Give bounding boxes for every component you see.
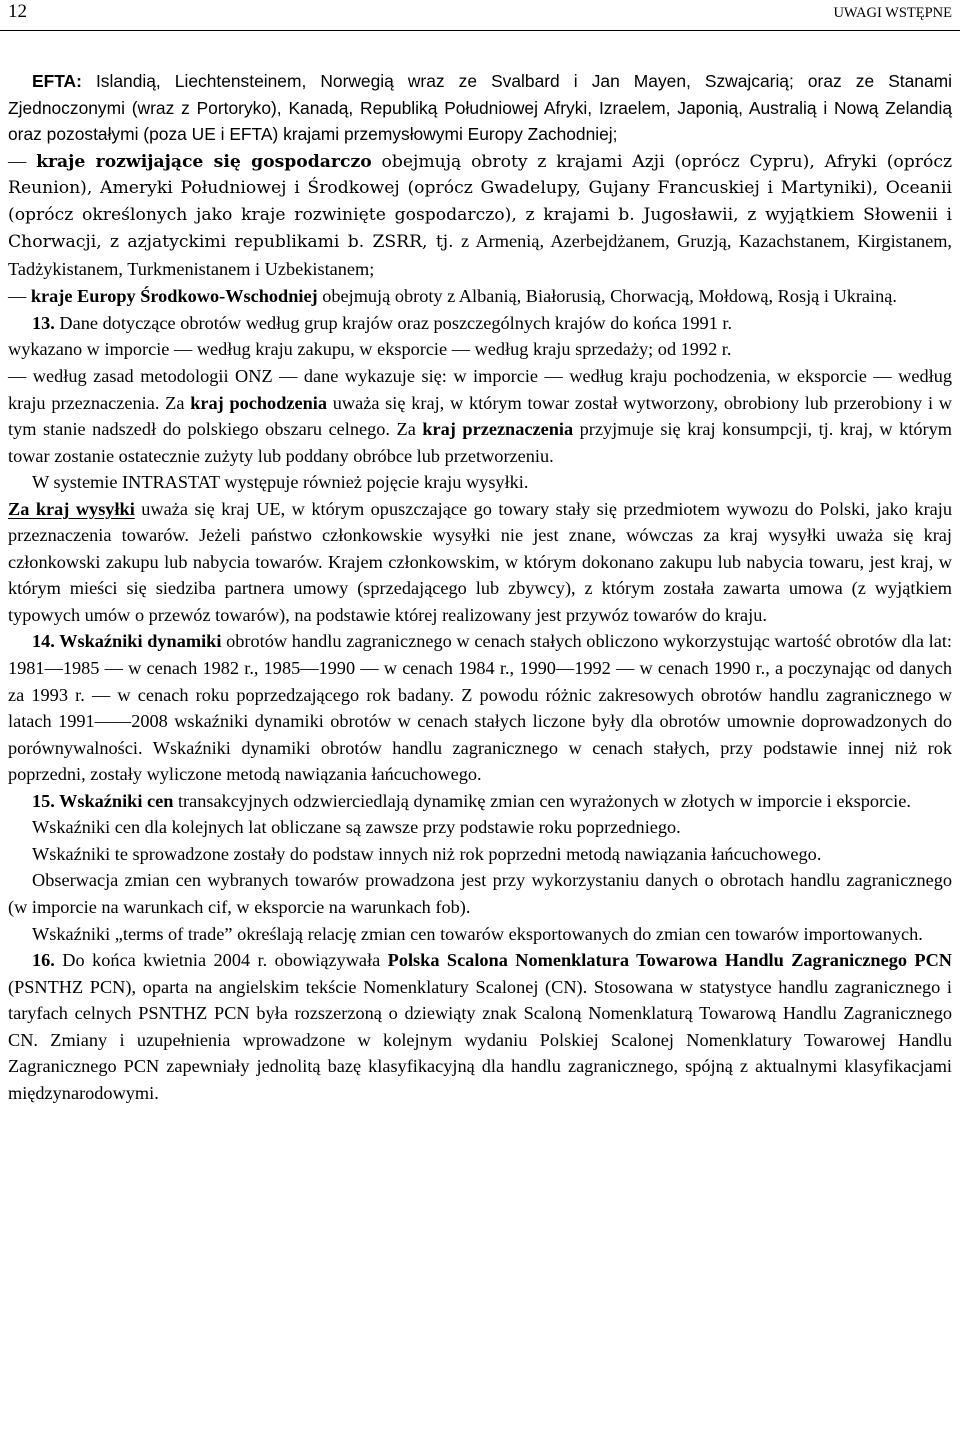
paragraph-efta — [8, 68, 952, 148]
text: (PSNTHZ PCN), oparta na angielskim tekście Nomenklatury Scalonej (CN). Stosowana w statystyce handlu zagranicznego i taryfach celnych PSNTHZ PCN była rozszerzoną o dziewiąty znak Scaloną Nomenklaturą Towarową Handlu Zagranicznego CN. Zmiany i uzupełnienia wprowadzone w kolejnym wydaniu Polskiej Scalonej Nomenklatury Towarowej Handlu Zagranicznego PCN zapewniały jednolitą bazę klasyfikacyjną dla handlu zagranicznego, spójną z aktualnymi klasyfikacjami międzynarodowymi. — [8, 976, 952, 1103]
text: 1985 — [62, 658, 105, 679]
em-dash: — — [555, 658, 575, 679]
em-dash: — — [8, 150, 27, 171]
em-dash: — — [91, 684, 111, 705]
paragraph-text: obejmują obroty z krajami Azji (oprócz Cypru), Afryki (oprócz Reunion), Ameryki Południowej i Środkowej (oprócz Gwadelupy, Gujany Francuskiej i Martyniki), Oceanii (oprócz określonych jako kraje rozwinięte gospodarczo), z krajami b. Jugosławii, z wyjątkiem Słowenii i Chorwacji, z azjatyckimi republikami b. ZSRR, tj. — [8, 151, 952, 253]
term-dynamics-indices: Wskaźniki dynamiki — [54, 631, 222, 652]
text: 1990 — [318, 658, 361, 679]
section-number: 16. — [32, 950, 55, 971]
text: według kraju pochodzenia, w eksporcie — [562, 366, 874, 387]
text: według kraju sprzedaży; od 1992 r. — [469, 339, 732, 360]
text: w cenach 1990 r., a poczynając od danych za 1993 r. — [8, 658, 953, 705]
term-country-of-destination: kraj przeznaczenia — [422, 419, 574, 440]
paragraph-13 — [8, 310, 952, 337]
em-dash: — — [104, 658, 123, 679]
paragraph-14 — [8, 628, 952, 787]
em-dash: — — [544, 366, 563, 387]
em-dash: — — [8, 286, 27, 307]
paragraph-text: uważa się kraj UE, w którym opuszczające go towary stały się przedmiotem wywozu do Polski, jako kraju przeznaczenia towarów. Jeżeli państwo członkowskie wysyłki nie jest znane, wówczas za kraj wysyłki uważa się kraj członkowski zakupu lub nabycia towarów. Krajem członkowskim, w którym dokonano zakupu lub nabycia towaru, jest kraj, w którym mieści się siedziba partnera umowy (sprzedającego lub zbywcy), z którym została zawarta umowa (z wyjątkiem typowych umów o przewóz towarów), na podstawie której realizowany jest przywóz towarów do kraju. — [8, 498, 952, 625]
term-consignment-country: Za kraj wysyłki — [8, 498, 135, 519]
em-dash: — — [360, 658, 379, 679]
em-dash: — — [451, 339, 470, 360]
text: w cenach 1982 r., 1985 — [122, 658, 301, 679]
paragraph-terms-of-trade: Wskaźniki „terms of trade” określają relację zmian cen towarów eksportowanych do zmian cen towarów importowanych. — [32, 923, 923, 944]
term-central-eastern-europe: kraje Europy Środkowo-Wschodniej — [30, 286, 318, 307]
section-number: 15. — [32, 790, 55, 811]
em-dash: — — [279, 366, 298, 387]
paragraph-text: transakcyjnych odzwierciedlają dynamikę zmian cen wyrażonych w złotych w imporcie i eksporcie. — [173, 790, 911, 811]
page-number: 12 — [8, 1, 27, 22]
text: przyjmuje się kraj konsumpcji, tj. kraj, w którym towar zostanie ostatecznie zużyty lub poddany obróbce lub przetworzeniu. — [8, 419, 952, 466]
text: Do końca kwietnia 2004 r. obowiązywała — [54, 950, 388, 971]
em-dash: — — [8, 366, 27, 387]
em-dash: — — [873, 366, 892, 387]
text: uważa się kraj, w którym towar został wytworzony, obrobiony lub przerobiony i w tym stanie nadszedł do polskiego obszaru celnego. Za — [8, 392, 952, 440]
text: według zasad metodologii ONZ — [26, 366, 280, 387]
paragraph-consignment-country — [8, 496, 952, 629]
text: 1992 — [574, 658, 616, 679]
text: w cenach 1984 r., 1990 — [378, 658, 556, 679]
section-number: 14. — [32, 631, 55, 652]
term-developing-countries: kraje rozwijające się gospodarczo — [36, 151, 372, 172]
paragraph-observation: Obserwacja zmian cen wybranych towarów prowadzona jest przy wykorzystaniu danych o obrotach handlu zagranicznego (w imporcie na warunkach cif, w eksporcie na warunkach fob). — [8, 870, 952, 917]
paragraph-text: obejmują obroty z Albanią, Białorusią, Chorwacją, Mołdową, Rosją i Ukrainą. — [317, 286, 897, 307]
em-dash: — — [300, 658, 319, 679]
em-dash: — — [615, 658, 635, 679]
paragraph-central-eastern-europe — [8, 283, 952, 310]
term-efta: EFTA: — [32, 71, 82, 91]
paragraph-16 — [8, 947, 952, 1106]
paragraph-text: Dane dotyczące obrotów według grup krajów oraz poszczególnych krajów do końca 1991 r. — [54, 312, 733, 333]
running-head: UWAGI WSTĘPNE — [833, 5, 952, 21]
em-dash: —— — [94, 711, 132, 732]
text: obrotów handlu zagranicznego w cenach stałych obliczono wykorzystując wartość obrotów dla lat: 1981 — [8, 631, 952, 679]
paragraph-chain-linking: Wskaźniki te sprowadzone zostały do podstaw innych niż rok poprzedni metodą nawiązania łańcuchowego. — [32, 843, 822, 864]
paragraph-text: Islandią, Liechtensteinem, Norwegią wraz ze Svalbard i Jan Mayen, Szwajcarią; oraz ze Stanami Zjednoczonymi (wraz z Portoryko), Kanadą, Republiką Południowej Afryki, Izraelem, Japonią, Australią i Nową Zelandią oraz pozostałymi (poza UE i EFTA) krajami przemysłowymi Europy Zachodniej; — [8, 71, 952, 145]
paragraph-developing-countries — [8, 148, 952, 284]
paragraph-intrastat: W systemie INTRASTAT występuje również pojęcie kraju wysyłki. — [32, 472, 529, 493]
text: w cenach roku poprzedzającego rok badany. Z powodu różnic zakresowych obrotów handlu zagranicznego w latach 1991 — [8, 684, 952, 732]
section-number: 13. — [32, 312, 55, 333]
paragraph-15 — [8, 788, 952, 815]
term-pcn-nomenclature: Polska Scalona Nomenklatura Towarowa Handlu Zagranicznego PCN — [387, 950, 952, 971]
term-price-indices: Wskaźniki cen — [54, 790, 174, 811]
paragraph-13-continued — [8, 336, 952, 363]
em-dash: — — [44, 658, 63, 679]
text: 2008 wskaźniki dynamiki obrotów w cenach stałych liczone były dla obrotów umownie doprowadzonych do porównywalności. Wskaźniki dynamiki obrotów handlu zagranicznego w cenach stałych, przy podstawie innej niż rok poprzedni, zostały wyliczone metodą nawiązania łańcuchowego. — [8, 711, 952, 785]
text: dane wykazuje się: w imporcie — [297, 366, 545, 387]
paragraph-onz-methodology — [8, 363, 952, 469]
page-header — [0, 0, 960, 31]
paragraph-text: z Armenią, Azerbejdżanem, Gruzją, Kazachstanem, Kirgistanem, Tadżykistanem, Turkmenistanem i Uzbekistanem; — [8, 231, 952, 279]
term-country-of-origin: kraj pochodzenia — [190, 392, 327, 413]
page-body — [8, 68, 952, 1106]
text: według kraju przeznaczenia. Za — [8, 366, 952, 413]
text: wykazano w imporcie — [8, 339, 174, 360]
em-dash: — — [174, 339, 193, 360]
paragraph-price-base: Wskaźniki cen dla kolejnych lat obliczane są zawsze przy podstawie roku poprzedniego. — [32, 817, 681, 838]
text: według kraju zakupu, w eksporcie — [192, 339, 452, 360]
